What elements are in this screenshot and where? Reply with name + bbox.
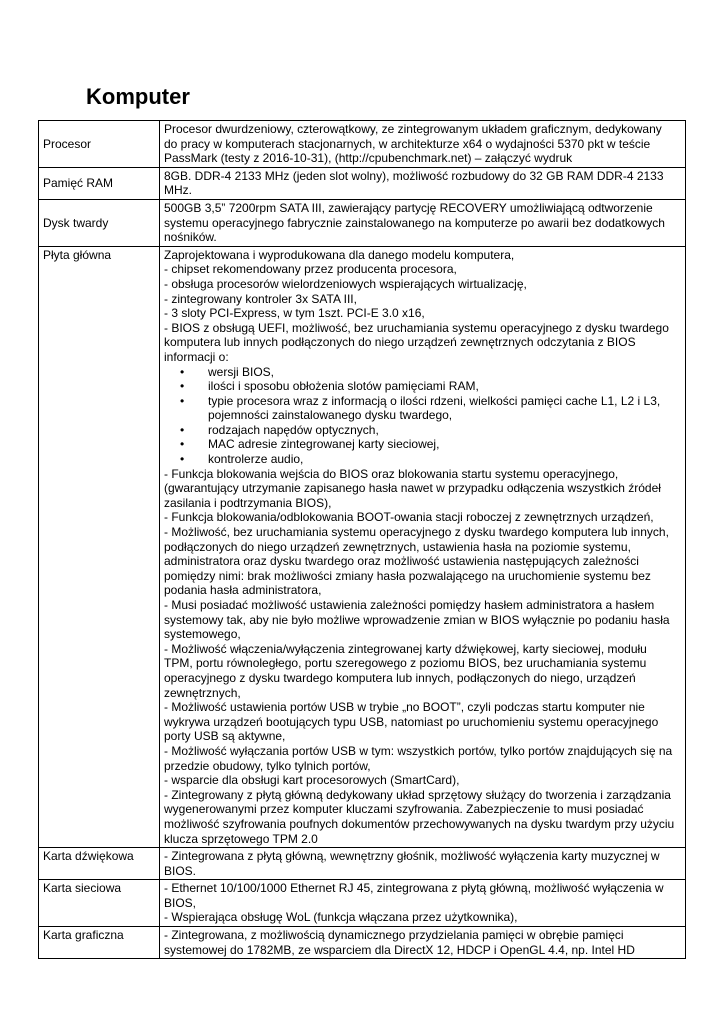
text-line: przedzie obudowy, tylko tylnich portów, (164, 758, 371, 773)
text-line: Zaprojektowana i wyprodukowana dla danego modelu komputera, (164, 247, 515, 262)
row-description (160, 880, 686, 927)
table-row (39, 880, 686, 927)
text-line: - Możliwość wyłączania portów USB w tym: wszystkich portów, tylko portów znajdujących się na (164, 743, 673, 758)
text-line: systemu operacyjnego fabrycznie zainstalowanego na komputerze po awarii bez dodatkowych (164, 215, 665, 230)
text-line: MAC adresie zintegrowanej karty sieciowej, (208, 437, 440, 452)
list-item (180, 437, 681, 452)
table-row (39, 167, 686, 199)
text-line: - Możliwość włączenia/wyłączenia zintegrowanej karty dźwiękowej, karty sieciowej, modułu (164, 641, 647, 656)
text-line: administratora oraz dysku twardego oraz możliwość ustawienia następujących zależności (164, 554, 639, 569)
text-line: - 3 sloty PCI-Express, w tym 1szt. PCI-E 3.0 x16, (164, 306, 425, 321)
table-row (39, 927, 686, 959)
text-line: (gwarantujący utrzymanie zapisanego hasła nawet w przypadku odłączenia wszystkich źródeł (164, 481, 661, 496)
text-line: zewnętrznych, (164, 685, 241, 700)
text-line: - Zintegrowana z płytą główną, wewnętrzny głośnik, możliwość wyłączenia karty muzycznej w (164, 849, 660, 864)
row-description (160, 246, 686, 847)
row-label: Karta dźwiękowa (39, 848, 160, 880)
text-line: systemowy tak, aby nie było możliwe wprowadzenie zmian w BIOS wyłącznie po podaniu hasła (164, 612, 670, 627)
mainboard-intro (164, 248, 681, 365)
row-description (160, 167, 686, 199)
mainboard-features (164, 467, 681, 846)
text-line: - Ethernet 10/100/1000 Ethernet RJ 45, zintegrowana z płytą główną, możliwość wyłączenia w (164, 881, 664, 896)
row-description (160, 927, 686, 959)
text-line: klucza sprzętowego TPM 2.0 (164, 831, 318, 846)
text-line: BIOS. (164, 863, 197, 878)
text-line: - Możliwość ustawienia portów USB w trybie „no BOOT”, czyli podczas startu komputer nie (164, 700, 645, 715)
text-line: porty USB są aktywne, (164, 729, 286, 744)
text-line: BIOS, (164, 895, 197, 910)
text-line: Procesor dwurdzeniowy, czterowątkowy, ze zintegrowanym układem graficznym, dedykowany (164, 122, 662, 136)
bios-info-list (164, 365, 681, 467)
bullet-icon: • (180, 379, 185, 394)
text-line: kontrolerze audio, (208, 452, 304, 467)
text-line: zasilania i podtrzymania BIOS), (164, 495, 332, 510)
text-line: - Wspierająca obsługę WoL (funkcja włączana przez użytkownika), (164, 910, 518, 925)
page-title: Komputer (86, 84, 190, 109)
list-item (180, 452, 681, 467)
text-line: - chipset rekomendowany przez producenta procesora, (164, 262, 457, 277)
row-label: Pamięć RAM (39, 167, 160, 199)
text-line: wykrywa urządzeń bootujących typu USB, natomiast po uruchomieniu systemu operacyjnego (164, 714, 659, 729)
text-line: - wsparcie dla obsługi kart procesorowych (SmartCard), (164, 773, 460, 788)
text-line: wygenerowanymi przez komputer kluczami szyfrowania. Zabezpieczenie to musi posiadać (164, 802, 644, 817)
text-line: nośników. (164, 230, 217, 245)
text-line: - zintegrowany kontroler 3x SATA III, (164, 291, 357, 306)
text-line: - Musi posiadać możliwość ustawienia zależności pomiędzy hasłem administratora a hasłem (164, 598, 655, 612)
text-line: - obsługa procesorów wielordzeniowych wspierających wirtualizację, (164, 276, 527, 291)
text-line: podania hasła administratora, (164, 583, 322, 598)
row-label: Karta sieciowa (39, 880, 160, 927)
text-line: TPM, portu równoległego, portu szeregowego z poziomu BIOS, bez uruchamiania systemu (164, 656, 647, 671)
text-line: 8GB. DDR-4 2133 MHz (jeden slot wolny), możliwość rozbudowy do 32 GB RAM DDR-4 2133 (164, 168, 664, 183)
text-line: - Zintegrowana, z możliwością dynamicznego przydzielania pamięci w obrębie pamięci (164, 928, 624, 943)
text-line: pojemności zainstalowanego dysku twardego, (208, 408, 453, 423)
text-line: - Zintegrowany z płytą główną dedykowany układ sprzętowy służący do tworzenia i zarządzania (164, 787, 671, 802)
text-line: ilości i sposobu obłożenia slotów pamięciami RAM, (208, 379, 479, 394)
text-line: 500GB 3,5” 7200rpm SATA III, zawierający partycję RECOVERY umożliwiającą odtworzenie (164, 200, 653, 215)
list-item (180, 379, 681, 394)
text-line: informacji o: (164, 349, 229, 364)
table-row (39, 848, 686, 880)
text-line: operacyjnego z dysku twardego komputera lub innych, podłączonych do niego, urządzeń (164, 670, 636, 685)
table-row (39, 199, 686, 246)
list-item (180, 364, 681, 380)
text-line: - Funkcja blokowania/odblokowania BOOT-owania stacji roboczej z zewnętrznych urządzeń, (164, 510, 654, 525)
bullet-icon: • (180, 393, 185, 408)
text-line: komputera lub innych podłączonych do niego urządzeń zewnętrznych odczytania z BIOS (164, 335, 636, 350)
text-line: - Funkcja blokowania wejścia do BIOS oraz blokowania startu systemu operacyjnego, (164, 466, 619, 481)
list-item (180, 393, 681, 423)
row-description (160, 121, 686, 168)
text-line: wersji BIOS, (208, 364, 275, 379)
text-line: systemowej do 1782MB, ze wsparciem dla DirectX 12, HDCP i OpenGL 4.4, np. Intel HD (164, 942, 635, 957)
text-line: systemowego, (164, 627, 241, 642)
text-line: - Możliwość, bez uruchamiania systemu operacyjnego z dysku twardego komputera lub innych, (164, 525, 669, 540)
spec-table (38, 120, 686, 959)
text-line: typie procesora wraz z informacją o ilości rdzeni, wielkości pamięci cache L1, L2 i L3, (208, 393, 661, 408)
row-label: Procesor (39, 121, 160, 168)
bullet-icon: • (180, 452, 185, 467)
table-row (39, 121, 686, 168)
text-line: MHz. (164, 183, 192, 198)
row-description (160, 848, 686, 880)
row-label: Dysk twardy (39, 199, 160, 246)
text-line: możliwość szyfrowania poufnych dokumentów przechowywanych na dysku twardym przy użyciu (164, 816, 675, 831)
text-line: podłączonych do niego urządzeń zewnętrznych, ustawienia hasła na poziomie systemu, (164, 539, 631, 554)
text-line: rodzajach napędów optycznych, (208, 422, 379, 437)
bullet-icon: • (180, 437, 185, 452)
row-label: Płyta główna (39, 246, 160, 847)
bullet-icon: • (180, 364, 185, 379)
bullet-icon: • (180, 422, 185, 437)
table-row (39, 246, 686, 847)
text-line: do pracy w komputerach stacjonarnych, w architekturze x64 o wydajności 5370 pkt w teście (164, 136, 651, 151)
list-item (180, 422, 681, 438)
text-line: PassMark (testy z 2016-10-31), (http://cpubenchmark.net) – załączyć wydruk (164, 151, 573, 166)
row-description (160, 199, 686, 246)
text-line: pomiędzy nimi: brak możliwości zmiany hasła pozwalającego na uruchomienie systemu bez (164, 568, 651, 583)
row-label: Karta graficzna (39, 927, 160, 959)
text-line: - BIOS z obsługą UEFI, możliwość, bez uruchamiania systemu operacyjnego z dysku twardego (164, 320, 669, 335)
